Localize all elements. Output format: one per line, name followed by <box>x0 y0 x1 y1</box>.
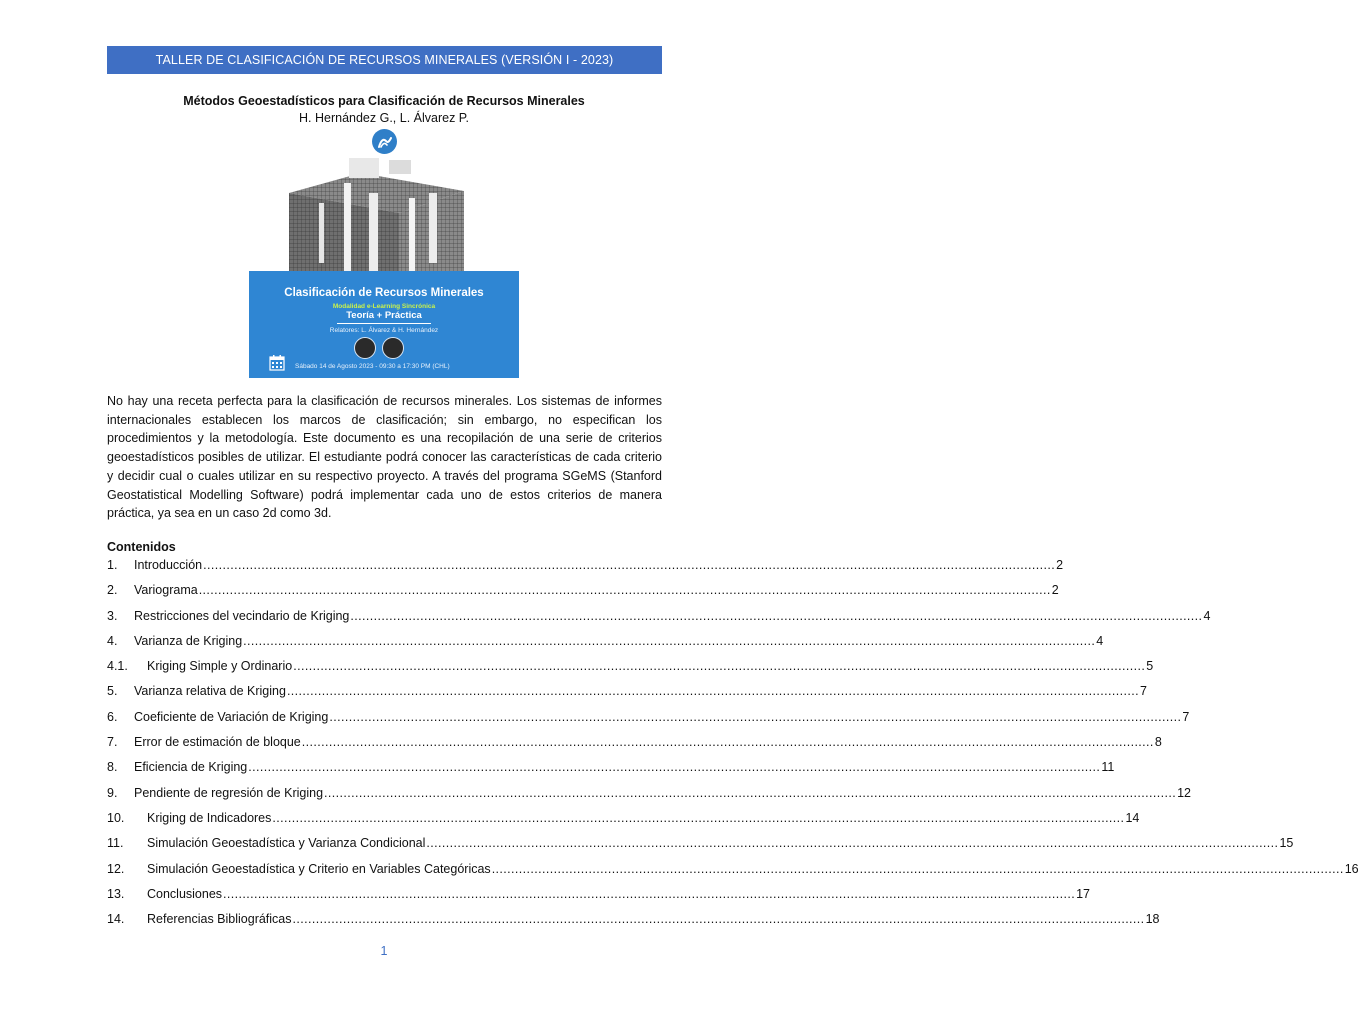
toc-dot-leader: ............................................................................................................................................................................................................................ <box>301 735 1154 750</box>
toc-entry-number: 3. <box>107 608 118 623</box>
cover-speakers: Relatores: L. Álvarez & H. Hernández <box>329 327 439 334</box>
toc-entry-title: Introducción <box>134 558 203 572</box>
toc-entry-title: Varianza relativa de Kriging <box>134 684 286 699</box>
toc-entry[interactable] <box>107 861 1359 886</box>
toc-entry[interactable] <box>107 633 1104 658</box>
toc-entry-title: Error de estimación de bloque <box>134 735 301 750</box>
toc-entry-number: 9. <box>107 785 118 800</box>
cover-title: Clasificación de Recursos Minerales <box>284 287 484 299</box>
toc-entry-title: Varianza de Kriging <box>134 633 243 648</box>
banner-text: TALLER DE CLASIFICACIÓN DE RECURSOS MINERALES (VERSIÓN I - 2023) <box>155 53 614 67</box>
toc-entry-page: 16 <box>1344 861 1359 876</box>
toc-entry-number: 2. <box>107 583 118 598</box>
toc-entry[interactable] <box>107 734 1162 759</box>
toc-entry-number: 7. <box>107 735 118 750</box>
toc-entry-title: Kriging de Indicadores <box>147 810 272 825</box>
toc-entry[interactable] <box>107 835 1294 860</box>
toc-entry-title: Eficiencia de Kriging <box>134 760 248 775</box>
cover-tagline: Teoría + Práctica <box>346 310 422 321</box>
toc-entry-page: 7 <box>1182 709 1190 724</box>
toc-dot-leader: ............................................................................................................................................................................................................................ <box>329 709 1182 724</box>
toc-dot-leader: ............................................................................................................................................................................................................................ <box>491 861 1344 876</box>
toc-entry-page: 8 <box>1154 735 1162 750</box>
toc-entry[interactable] <box>107 658 1154 683</box>
toc-entry[interactable] <box>107 886 1090 911</box>
toc-entry-number: 13. <box>107 886 125 901</box>
toc-entry-title: Variograma <box>134 583 198 598</box>
toc-dot-leader: ............................................................................................................................................................................................................................ <box>272 810 1125 825</box>
toc-dot-leader: ............................................................................................................................................................................................................................ <box>223 886 1076 901</box>
abstract-paragraph: No hay una receta perfecta para la clasificación de recursos minerales. Los sistemas de informes internacionales establecen los marcos de clasificación; sin embargo, no especifican los procedimientos y la metodología. Este documento es una recopilación de una serie de criterios geoestadísticos posibles de utilizar. El estudiante podrá conocer las características de cada criterio y decidir cual o cuales utilizar en su respectivo proyecto. A través del programa SGeMS (Stanford Geostatistical Modelling Software) podrá implementar cada uno de estos criterios de manera práctica, ya sea en un caso 2d como 3d. <box>107 394 662 521</box>
toc-entry-title: Conclusiones <box>147 886 223 901</box>
toc-dot-leader: ............................................................................................................................................................................................................................ <box>243 633 1096 648</box>
toc-dot-leader: ............................................................................................................................................................................................................................ <box>198 583 1051 598</box>
toc-entry-page: 17 <box>1076 886 1090 901</box>
toc-entry-title: Pendiente de regresión de Kriging <box>134 785 324 800</box>
toc-dot-leader: ............................................................................................................................................................................................................................ <box>324 785 1177 800</box>
toc-entry-title: Coeficiente de Variación de Kriging <box>134 709 329 724</box>
toc-entry[interactable] <box>107 582 1059 607</box>
cover-divider <box>337 323 431 324</box>
toc-entry-title: Simulación Geoestadística y Varianza Condicional <box>147 836 426 851</box>
table-of-contents <box>107 557 1359 936</box>
toc-entry-number: 10. <box>107 810 125 825</box>
toc-entry-page: 12 <box>1177 785 1191 800</box>
toc-entry[interactable] <box>107 759 1115 784</box>
cover-image <box>249 163 519 378</box>
toc-dot-leader: ............................................................................................................................................................................................................................ <box>350 608 1203 623</box>
toc-entry[interactable] <box>107 810 1140 835</box>
toc-dot-leader: ............................................................................................................................................................................................................................ <box>292 912 1145 927</box>
toc-entry-page: 4 <box>1203 608 1211 623</box>
toc-heading: Contenidos <box>107 540 176 554</box>
toc-entry-page: 11 <box>1101 760 1115 775</box>
toc-entry-number: 5. <box>107 684 118 699</box>
toc-entry-title: Kriging Simple y Ordinario <box>147 659 293 674</box>
toc-entry-page: 2 <box>1051 583 1059 598</box>
toc-entry-number: 4. <box>107 633 118 648</box>
toc-entry-page: 7 <box>1139 684 1147 699</box>
document-title: Métodos Geoestadísticos para Clasificación de Recursos Minerales <box>183 94 585 108</box>
document-authors: H. Hernández G., L. Álvarez P. <box>299 111 469 125</box>
toc-entry-number: 1. <box>107 558 118 572</box>
toc-entry[interactable] <box>107 683 1147 708</box>
brand-logo-icon <box>372 129 397 154</box>
toc-entry[interactable] <box>107 785 1191 810</box>
toc-entry-number: 8. <box>107 760 118 775</box>
toc-dot-leader: ............................................................................................................................................................................................................................ <box>293 659 1146 674</box>
toc-entry-page: 18 <box>1145 912 1160 927</box>
cover-date: Sábado 14 de Agosto 2023 - 09:30 a 17:30 PM (CHL) <box>295 363 450 370</box>
header-banner <box>107 46 662 74</box>
speaker-avatar <box>354 337 376 359</box>
toc-dot-leader: ............................................................................................................................................................................................................................ <box>286 684 1139 699</box>
toc-dot-leader: ............................................................................................................................................................................................................................ <box>203 558 1056 572</box>
calendar-icon <box>269 354 285 371</box>
toc-entry-number: 11. <box>107 836 124 851</box>
page-number: 1 <box>380 944 388 958</box>
speaker-avatar <box>382 337 404 359</box>
toc-entry-number: 4.1. <box>107 659 128 674</box>
toc-entry-title: Referencias Bibliográficas <box>147 912 292 927</box>
toc-dot-leader: ............................................................................................................................................................................................................................ <box>426 836 1279 851</box>
toc-entry[interactable] <box>107 911 1160 936</box>
toc-entry-number: 12. <box>107 861 125 876</box>
toc-entry-title: Simulación Geoestadística y Criterio en Variables Categóricas <box>147 861 491 876</box>
toc-entry-number: 14. <box>107 912 125 927</box>
toc-entry[interactable] <box>107 709 1190 734</box>
toc-entry[interactable] <box>107 557 1064 582</box>
toc-dot-leader: ............................................................................................................................................................................................................................ <box>248 760 1101 775</box>
toc-entry-page: 5 <box>1146 659 1154 674</box>
toc-entry-page: 14 <box>1125 810 1140 825</box>
toc-entry-page: 4 <box>1096 633 1104 648</box>
toc-entry-title: Restricciones del vecindario de Kriging <box>134 608 350 623</box>
toc-entry-page: 2 <box>1056 558 1064 572</box>
toc-entry-page: 15 <box>1279 836 1294 851</box>
toc-entry[interactable] <box>107 608 1211 633</box>
cover-subtitle: Modalidad e-Learning Sincrónica <box>332 303 436 310</box>
toc-entry-number: 6. <box>107 709 118 724</box>
